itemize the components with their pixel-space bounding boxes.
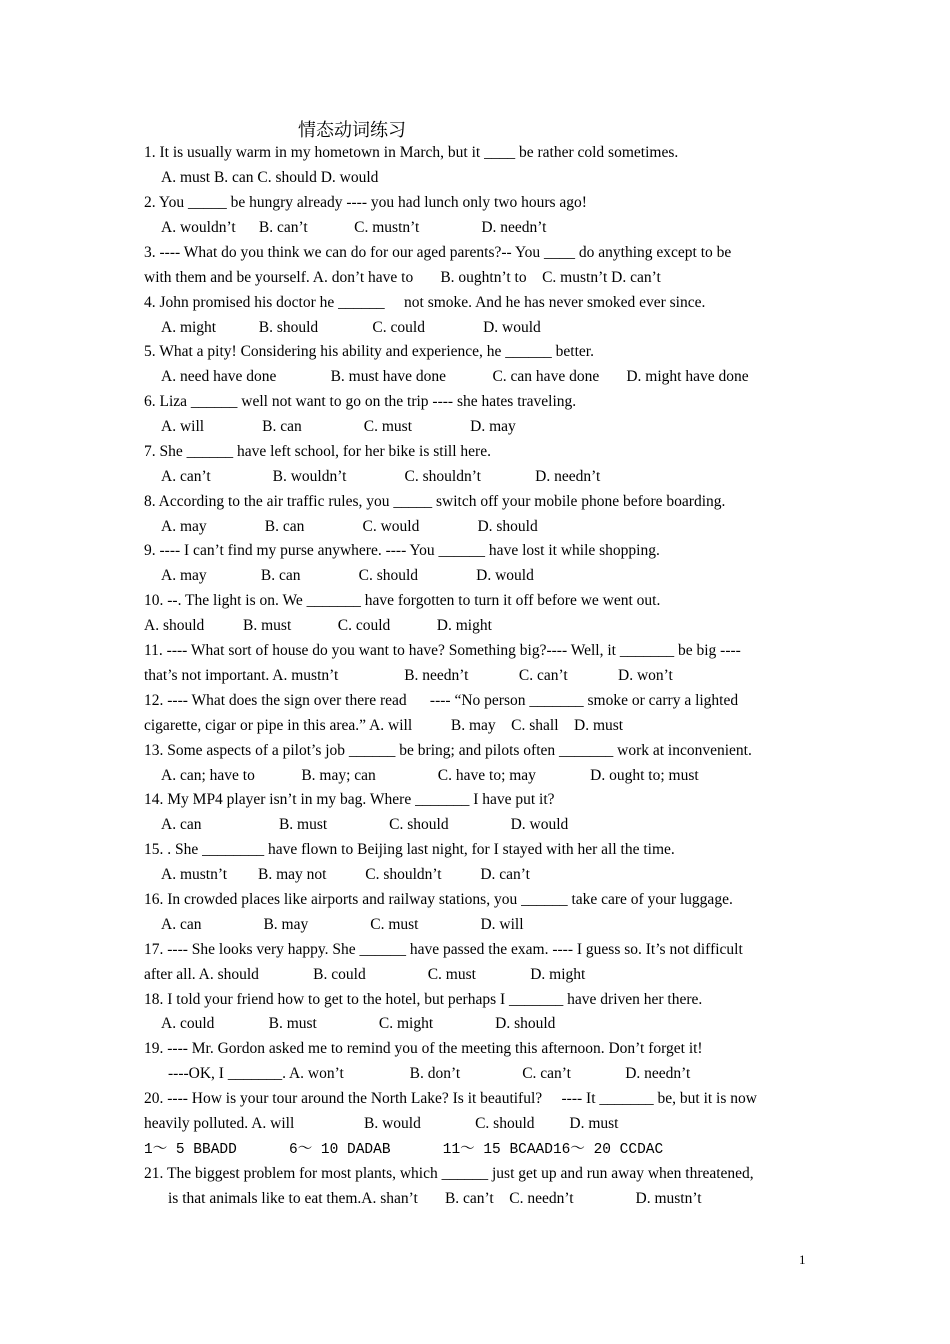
- question-line: cigarette, cigar or pipe in this area.” A. will B. may C. shall D. must: [144, 717, 624, 734]
- question-line: 2. You _____ be hungry already ---- you had lunch only two hours ago!: [144, 194, 587, 211]
- question-line: 9. ---- I can’t find my purse anywhere. ---- You ______ have lost it while shopping.: [144, 542, 660, 559]
- question-line: with them and be yourself. A. don’t have to B. oughtn’t to C. mustn’t D. can’t: [144, 269, 661, 286]
- option-line: A. need have done B. must have done C. can have done D. might have done: [161, 368, 749, 385]
- question-line: 10. --. The light is on. We _______ have forgotten to turn it off before we went out.: [144, 592, 661, 609]
- option-line: A. will B. can C. must D. may: [161, 418, 516, 435]
- question-line: heavily polluted. A. will B. would C. should D. must: [144, 1115, 619, 1132]
- option-line: A. may B. can C. should D. would: [161, 567, 534, 584]
- question-line: 3. ---- What do you think we can do for our aged parents?-- You ____ do anything except to be: [144, 244, 732, 261]
- option-line: A. mustn’t B. may not C. shouldn’t D. can’t: [161, 866, 530, 883]
- question-line: 12. ---- What does the sign over there read ---- “No person _______ smoke or carry a lighted: [144, 692, 739, 709]
- question-line: 5. What a pity! Considering his ability and experience, he ______ better.: [144, 343, 594, 360]
- question-line: 19. ---- Mr. Gordon asked me to remind you of the meeting this afternoon. Don’t forget it!: [144, 1040, 703, 1057]
- option-line: ----OK, I _______. A. won’t B. don’t C. can’t D. needn’t: [168, 1065, 691, 1082]
- option-line: A. must B. can C. should D. would: [161, 169, 379, 186]
- question-line: 13. Some aspects of a pilot’s job ______ be bring; and pilots often _______ work at inconvenient.: [144, 742, 752, 759]
- option-line: A. should B. must C. could D. might: [144, 617, 492, 634]
- question-line: 8. According to the air traffic rules, you _____ switch off your mobile phone before boarding.: [144, 493, 726, 510]
- question-line: 4. John promised his doctor he ______ not smoke. And he has never smoked ever since.: [144, 294, 706, 311]
- answer-key: 1～ 5 BBADD 6～ 10 DADAB 11～ 15 BCAAD16～ 20 CCDAC: [144, 1142, 664, 1158]
- option-line: A. might B. should C. could D. would: [161, 319, 541, 336]
- question-line: 7. She ______ have left school, for her bike is still here.: [144, 443, 491, 460]
- question-line: 6. Liza ______ well not want to go on the trip ---- she hates traveling.: [144, 393, 577, 410]
- question-line: 1. It is usually warm in my hometown in March, but it ____ be rather cold sometimes.: [144, 144, 679, 161]
- option-line: A. can B. must C. should D. would: [161, 816, 569, 833]
- option-line: A. may B. can C. would D. should: [161, 518, 538, 535]
- question-line: 15. . She ________ have flown to Beijing last night, for I stayed with her all the time.: [144, 841, 675, 858]
- question-line: 11. ---- What sort of house do you want to have? Something big?---- Well, it _______ be big ----: [144, 642, 741, 659]
- option-line: A. can B. may C. must D. will: [161, 916, 524, 933]
- page-title: 情态动词练习: [298, 120, 406, 141]
- question-line: is that animals like to eat them.A. shan’t B. can’t C. needn’t D. mustn’t: [168, 1190, 702, 1207]
- question-line: that’s not important. A. mustn’t B. needn’t C. can’t D. won’t: [144, 667, 673, 684]
- option-line: A. can’t B. wouldn’t C. shouldn’t D. needn’t: [161, 468, 601, 485]
- question-line: 16. In crowded places like airports and railway stations, you ______ take care of your luggage.: [144, 891, 733, 908]
- option-line: A. could B. must C. might D. should: [161, 1015, 556, 1032]
- question-line: 18. I told your friend how to get to the hotel, but perhaps I _______ have driven her there.: [144, 991, 703, 1008]
- option-line: A. wouldn’t B. can’t C. mustn’t D. needn’t: [161, 219, 547, 236]
- question-line: after all. A. should B. could C. must D. might: [144, 966, 586, 983]
- option-line: A. can; have to B. may; can C. have to; may D. ought to; must: [161, 767, 699, 784]
- question-line: 20. ---- How is your tour around the North Lake? Is it beautiful? ---- It _______ be, but it is now: [144, 1090, 757, 1107]
- question-line: 17. ---- She looks very happy. She ______ have passed the exam. ---- I guess so. It’s not difficult: [144, 941, 743, 958]
- question-line: 14. My MP4 player isn’t in my bag. Where _______ I have put it?: [144, 791, 555, 808]
- question-line: 21. The biggest problem for most plants, which ______ just get up and run away when threatened,: [144, 1165, 754, 1182]
- page-number: 1: [799, 1252, 806, 1267]
